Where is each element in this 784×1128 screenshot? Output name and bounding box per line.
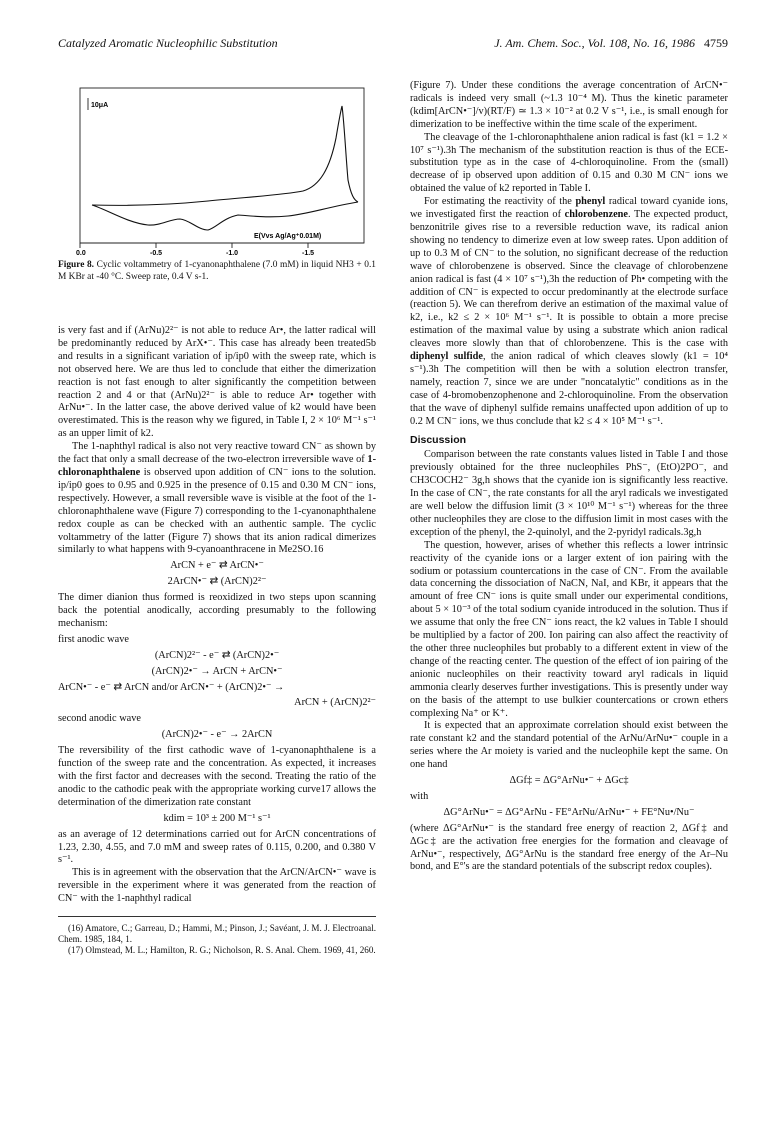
- paragraph: The reversibility of the first cathodic wave of 1-cyanonaphthalene is a function of the sweep rate and the concentration. As expected, it increases with the first factor and decreases with the second. Treating the ratio of the anodic to the cathodic peak with the appropriate working curve17 allows the determination of the dimerization rate constant: [58, 745, 376, 808]
- cyclic-voltammogram: [58, 80, 376, 256]
- section-heading: Discussion: [410, 434, 467, 447]
- equation: kdim = 10³ ± 200 M⁻¹ s⁻¹: [163, 812, 271, 824]
- label: second anodic wave: [58, 713, 141, 725]
- tick-label: -0.5: [150, 250, 163, 256]
- footnotes: [58, 916, 376, 956]
- caption-label: Figure 8.: [58, 260, 94, 270]
- paragraph: Comparison between the rate constants values listed in Table I and those previously obtained for the three nucleophiles PhS⁻, (EtO)2PO⁻, and CH3COCH2⁻ 3g,h shows that the cyanide ion is significantly less reactive. In the case of CN⁻, the rate constants for all the aryl radicals we investigated are well below the diffusion limit (3 × 10¹⁰ M⁻¹ s⁻¹) whereas for the three other nucleophiles they are close to the diffusion limit in most cases with the exception of the phenyl, the 2-quinolyl, and the 2-pyridyl radicals.3g,h: [410, 449, 728, 538]
- figure-caption: [58, 260, 376, 283]
- right-column: [410, 80, 728, 874]
- equation: 2ArCN•⁻ ⇄ (ArCN)2²⁻: [167, 576, 267, 588]
- tick-label: -1.5: [302, 250, 315, 256]
- equation: ΔG°ArNu•⁻ = ΔG°ArNu - FE°ArNu/ArNu•⁻ + FE°Nu•/Nu⁻: [443, 806, 695, 818]
- footnote: (16) Amatore, C.; Garreau, D.; Hammi, M.; Pinson, J.; Savéant, J. M. J. Electroanal. Chem. 1985, 184, 1.: [58, 923, 376, 945]
- tick-label: 0.0: [76, 250, 86, 256]
- paragraph: The 1-naphthyl radical is also not very reactive toward CN⁻ as shown by the fact that only a small decrease of the two-electron irreversible wave of 1-chloronaphthalene is observed upon addition of CN⁻ ions to the solution. ip/ip0 goes to 0.95 and 0.925 in the presence of 0.15 and 0.30 M CN⁻ ions, respectively. However, a small reversible wave is visible at the foot of the 1-chloronaphthalene wave (Figure 7) corresponding to the 1-cyanonaphthalene redox couple as can be checked with an authentic sample. The cyclic voltammetry of the latter (Figure 7) shows that its anion radical dimerizes similarly to what happens with 9-cyanoanthracene in Me2SO.16: [58, 441, 376, 556]
- cathodic-trace: [92, 106, 358, 205]
- paragraph: (Figure 7). Under these conditions the average concentration of ArCN•⁻ radicals is indeed very small (~1.3 10⁻⁴ M). Thus the kinetic parameter (kdim[ArCN•⁻]/v)(RT/F) ≃ 1.3 × 10⁻² at 0.2 V s⁻¹, i.e., is small enough for dimerization to be ineffective within the time scale of the experiment.: [410, 80, 728, 130]
- caption-text: Cyclic voltammetry of 1-cyanonaphthalene (7.0 mM) in liquid NH3 + 0.1 M KBr at -40 °C. Sweep rate, 0.4 V s-1.: [58, 260, 376, 282]
- equation: (ArCN)2•⁻ → ArCN + ArCN•⁻: [151, 665, 283, 677]
- left-column: [58, 80, 376, 956]
- journal-name: J. Am. Chem. Soc., Vol. 108, No. 16, 1986: [494, 36, 695, 50]
- figure-8: [58, 80, 376, 325]
- equation: ArCN + (ArCN)2²⁻: [294, 697, 376, 709]
- paragraph: For estimating the reactivity of the phenyl radical toward cyanide ions, we investigated first the reaction of chlorobenzene. The expected product, benzonitrile gives rise to a reversible reduction wave, its radical anion showing no tendency to dimerize even at low sweep rates. Upon addition of up to 0.3 M of CN⁻ to the solution, no significant decrease of the reduction wave of chlorobenzene is observed. Since the cleavage of chlorobenzene anion radical is fast (4 × 10⁷ s⁻¹),3h the reduction of Ph• competing with the addition of CN⁻ is expected to occur predominantly at the electrode surface (reaction 5). We can therefrom derive an estimation of the maximal value of k2, i.e., k2 ≤ 2 × 10⁶ M⁻¹ s⁻¹. It is possible to obtain a more precise estimation of the maximal value by using a substrate which anion radical cleaves more slowly than that of chlorobenzene. This is the case with diphenyl sulfide, the anion radical of which cleaves slowly (k1 = 10⁴ s⁻¹).3h The competition will then be with a solution electron transfer, namely, reaction 7, since we are under "noncatalytic" conditions as in the case of 4-bromobenzophenone and 2-chloroquinoline. From the observation that the wave of diphenyl sulfide remains unaffected upon addition of up to 0.2 M CN⁻ ions, we thus conclude that k2 ≤ 4 × 10⁵ M⁻¹ s⁻¹.: [410, 196, 729, 427]
- scale-label: 10μA: [91, 102, 109, 109]
- journal-citation: [494, 36, 728, 51]
- equation: ArCN•⁻ - e⁻ ⇄ ArCN and/or ArCN•⁻ + (ArCN)2•⁻ →: [58, 681, 285, 693]
- equation: ΔGf‡ = ΔG°ArNu•⁻ + ΔGc‡: [509, 775, 629, 787]
- footnote: (17) Olmstead, M. L.; Hamilton, R. G.; Nicholson, R. S. Anal. Chem. 1969, 41, 260.: [68, 945, 376, 956]
- paragraph: The dimer dianion thus formed is reoxidized in two steps upon scanning back the potential anodically, according presumably to the following mechanism:: [58, 592, 376, 629]
- axis-label: E(Vvs Ag/Ag⁺0.01M): [254, 233, 322, 240]
- anodic-trace: [92, 202, 358, 230]
- label: first anodic wave: [58, 633, 129, 645]
- paragraph: as an average of 12 determinations carried out for ArCN concentrations of 1.23, 2.30, 4.55, and 7.0 mM and sweep rates of 0.115, 0.200, and 0.380 V s⁻¹.: [58, 828, 376, 866]
- equation: (ArCN)2²⁻ - e⁻ ⇄ (ArCN)2•⁻: [154, 649, 280, 661]
- running-title: Catalyzed Aromatic Nucleophilic Substitution: [58, 36, 278, 50]
- equation: ArCN + e⁻ ⇄ ArCN•⁻: [170, 560, 264, 572]
- paragraph: This is in agreement with the observation that the ArCN/ArCN•⁻ wave is reversible in the experiment where it was generated from the reaction of CN⁻ with the 1-naphthyl radical: [58, 867, 376, 905]
- label: with: [410, 790, 429, 802]
- plot-frame: [80, 88, 364, 243]
- paragraph: It is expected that an approximate correlation should exist between the rate constant k2 and the standard potential of the ArNu/ArNu•⁻ couple in a series where the Ar moiety is varied and the nucleophile kept the same. On one hand: [410, 720, 728, 771]
- paragraph: The question, however, arises of whether this reflects a lower intrinsic reactivity of the cyanide ions or a larger extent of ion pairing with the sodium or potassium countercations in the case of CN⁻. From the available data concerning the dissociation of NaCN, NaI, and KBr, it appears that the amount of free CN⁻ ions is quite small under our experimental conditions, about 5 × 10⁻³ of the total sodium cyanide introduced in the solution. Thus if we assume that only the free CN⁻ ions react, the k2 values in Table I should be multiplied by a factor of 200. Ion pairing can also affect the reactivity of the other three nucleophiles but probably to a different extent in view of the change of the reacting center. The question of the effect of ion pairing of the anionic nucleophiles on their reactivity toward aryl radicals in liquid ammonia clearly deserves further investigations. This is presently under way on the basis of the attempt to use bulkier countercations or crown ethers complexing Na⁺ or K⁺.: [410, 539, 728, 719]
- equation: (ArCN)2•⁻ - e⁻ → 2ArCN: [161, 729, 273, 741]
- paragraph: is very fast and if (ArNu)2²⁻ is not able to reduce Ar•, the latter radical will be predominantly reduced by ArX•⁻. This case has already been treated5b and results in a significant variation of ip/ip0 with the sweep rate, which is not observed here. We are thus led to conclude that either the dimerization reaction is not fast enough to alter significantly the competition between reaction 2 and 4 or that (ArNu)2²⁻ is able to reduce Ar• together with ArNu•⁻. In the latter case, the above derived value of k2 would have been overestimated. This is the reason why we figured, in Table I, 2 × 10⁶ M⁻¹ s⁻¹ as an upper limit of k2.: [58, 325, 376, 440]
- running-header: [58, 36, 728, 52]
- paragraph: The cleavage of the 1-chloronaphthalene anion radical is fast (k1 = 1.2 × 10⁷ s⁻¹).3h The mechanism of the substitution reaction is thus of the ECE-substitution type as in the case of 4-chloroquinoline. From the (small) decrease of ip observed upon addition of 0.15 and 0.30 M CN⁻ ions we obtained the value of k2 reported in Table I.: [410, 131, 728, 195]
- tick-label: -1.0: [226, 250, 239, 256]
- page-number: 4759: [704, 36, 728, 50]
- paragraph: (where ΔG°ArNu•⁻ is the standard free energy of reaction 2, ΔGf‡ and ΔGc‡ are the activation free energies for the formation and cleavage of ArNu•⁻, respectively, ΔG°ArNu is the standard free energy of the Ar–Nu bond, and E°'s are the standard potentials of the subscript redox couples).: [410, 822, 728, 873]
